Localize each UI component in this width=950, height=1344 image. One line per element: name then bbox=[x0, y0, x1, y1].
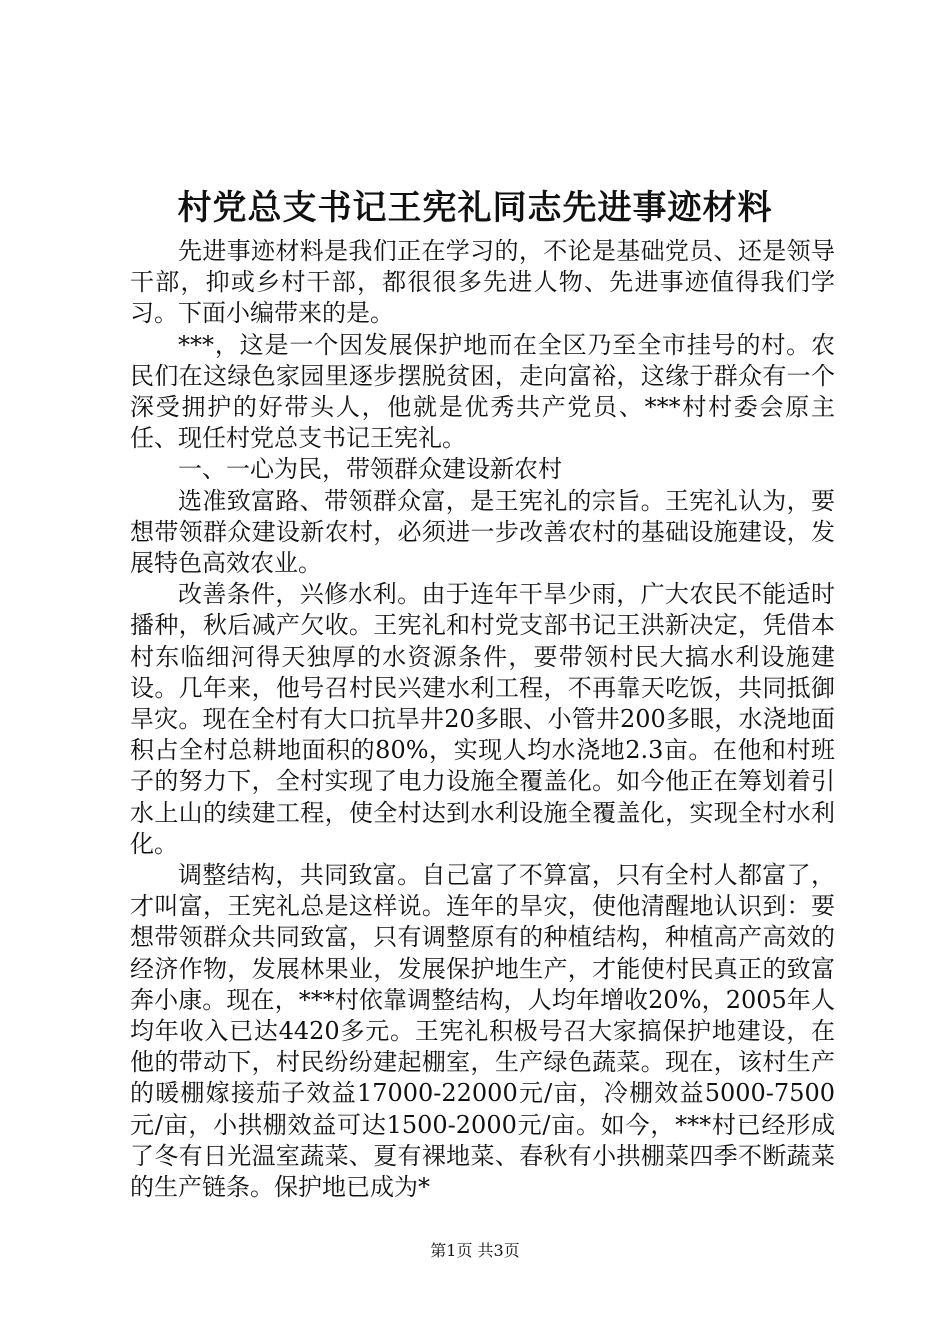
paragraph-village: ***，这是一个因发展保护地而在全区乃至全市挂号的村。农民们在这绿色家园里逐步摆脱贫困，走向富裕，这缘于群众有一个深受拥护的好带头人，他就是优秀共产党员、***村村委会原主任、现任村党总支书记王宪礼。 bbox=[130, 330, 835, 453]
paragraph-purpose: 选准致富路、带领群众富，是王宪礼的宗旨。王宪礼认为，要想带领群众建设新农村，必须进一步改善农村的基础设施建设，发展特色高效农业。 bbox=[130, 486, 835, 578]
paragraph-intro: 先进事迹材料是我们正在学习的，不论是基础党员、还是领导干部，抑或乡村干部，都很很多先进人物、先进事迹值得我们学习。下面小编带来的是。 bbox=[130, 237, 835, 328]
paragraph-structure-adjustment: 调整结构，共同致富。自己富了不算富，只有全村人都富了，才叫富，王宪礼总是这样说。连年的旱灾，使他清醒地认识到：要想带领群众共同致富，只有调整原有的种植结构，种植高产高效的经济作物，发展林果业，发展保护地生产，才能使村民真正的致富奔小康。现在，***村依靠调整结构，人均年增收20%，2005年人均年收入已达4420多元。王宪礼积极号召大家搞保护地建设，在他的带动下，村民纷纷建起棚室，生产绿色蔬菜。现在，该村生产的暖棚嫁接茄子效益17000-22000元/亩，冷棚效益5000-7500元/亩，小拱棚效益可达1500-2000元/亩。如今，***村已经形成了冬有日光温室蔬菜、夏有裸地菜、春秋有小拱棚菜四季不断蔬菜的生产链条。保护地已成为* bbox=[130, 861, 835, 1202]
paragraph-water-conservancy: 改善条件，兴修水利。由于连年干旱少雨，广大农民不能适时播种，秋后减产欠收。王宪礼和村党支部书记王洪新决定，凭借本村东临细河得天独厚的水资源条件，要带领村民大搞水利设施建设。几年来，他号召村民兴建水利工程，不再靠天吃饭，共同抵御旱灾。现在全村有大口抗旱井20多眼、小管井200多眼，水浇地面积占全村总耕地面积的80%，实现人均水浇地2.3亩。在他和村班子的努力下，全村实现了电力设施全覆盖化。如今他正在筹划着引水上山的续建工程，使全村达到水利设施全覆盖化，实现全村水利化。 bbox=[130, 580, 835, 858]
page-footer: 第1页 共3页 bbox=[430, 1241, 520, 1260]
section-heading-1: 一、一心为民，带领群众建设新农村 bbox=[178, 455, 562, 484]
document-title: 村党总支书记王宪礼同志先进事迹材料 bbox=[177, 188, 773, 228]
document-body bbox=[130, 236, 835, 1203]
